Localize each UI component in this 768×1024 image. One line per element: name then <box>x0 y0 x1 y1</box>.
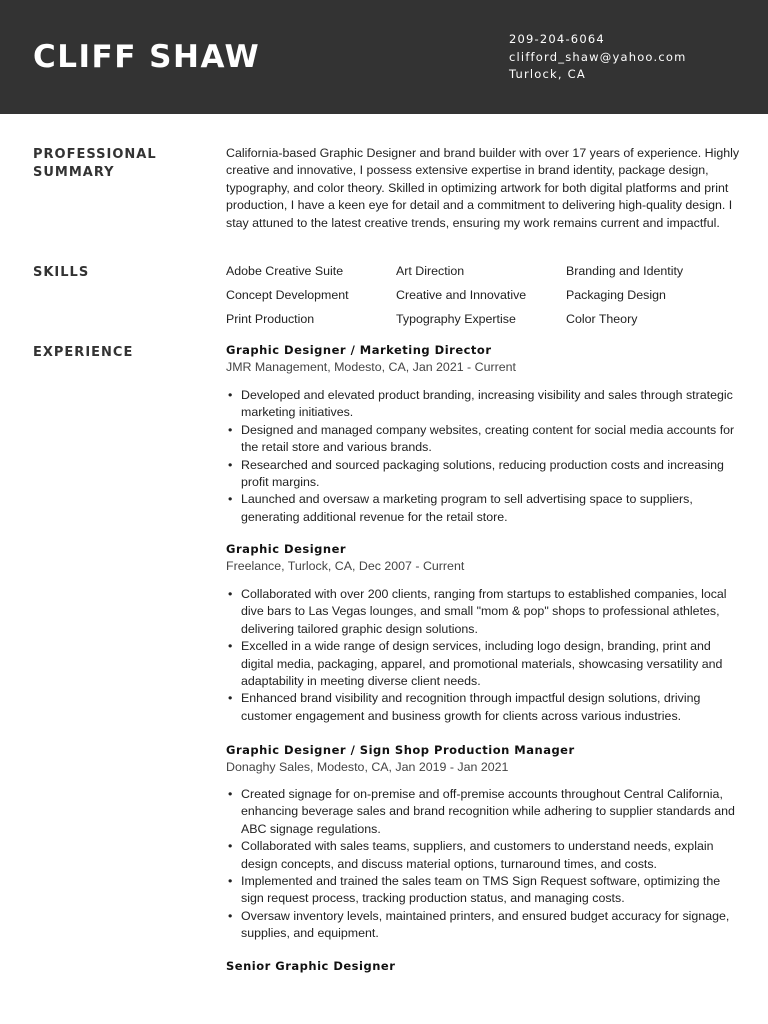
section-title-skills: SKILLS <box>33 265 90 280</box>
phone-number: 209-204-6064 <box>509 32 605 46</box>
candidate-name: CLIFF SHAW <box>33 39 261 75</box>
section-title-summary-line1: PROFESSIONAL <box>33 147 157 162</box>
job-title: Graphic Designer <box>226 542 347 556</box>
bullet-item: • Researched and sourced packaging solutions, reducing production costs and increasing profit margins. <box>226 457 746 492</box>
bullet-item: • Excelled in a wide range of design services, including logo design, branding, print and digital media, packaging, apparel, and promotional materials, showcasing versatility and adaptability in meeting diverse client needs. <box>226 638 746 690</box>
skill-item: Creative and Innovative <box>396 288 527 302</box>
location: Turlock, CA <box>509 67 586 81</box>
skill-item: Print Production <box>226 312 315 326</box>
bullet-item: • Enhanced brand visibility and recognition through impactful design solutions, driving customer engagement and business growth for clients across various industries. <box>226 690 746 725</box>
skill-item: Color Theory <box>566 312 638 326</box>
section-title-summary-line2: SUMMARY <box>33 165 115 180</box>
professional-summary: California-based Graphic Designer and brand builder with over 17 years of experience. Highly creative and innovative, I possess extensive expertise in brand identity, package design, typography, and color theory. Skilled in optimizing artwork for both digital platforms and print production, I have a keen eye for detail and a commitment to delivering high-quality design. I stay attuned to the latest creative trends, ensuring my work remains current and impactful. <box>226 146 740 230</box>
job-bullets <box>226 387 746 526</box>
experience-entry <box>226 541 746 725</box>
skill-item: Packaging Design <box>566 288 666 302</box>
section-title-summary <box>33 146 157 182</box>
resume-header <box>0 0 768 114</box>
bullet-item: • Oversaw inventory levels, maintained printers, and ensured budget accuracy for signage, supplies, and equipment. <box>226 908 746 943</box>
bullet-item: • Collaborated with sales teams, suppliers, and customers to understand needs, explain design concepts, and discuss material options, turnaround times, and costs. <box>226 838 746 873</box>
job-meta: JMR Management, Modesto, CA, Jan 2021 - Current <box>226 360 516 374</box>
job-meta: Freelance, Turlock, CA, Dec 2007 - Current <box>226 559 465 573</box>
skills-grid <box>226 262 746 328</box>
bullet-item: • Launched and oversaw a marketing program to sell advertising space to suppliers, generating additional revenue for the retail store. <box>226 491 746 526</box>
experience-entry <box>226 958 746 975</box>
job-bullets <box>226 586 746 725</box>
experience-entry <box>226 742 746 943</box>
email-address: clifford_shaw@yahoo.com <box>509 49 687 64</box>
contact-block <box>509 31 686 84</box>
job-title: Graphic Designer / Sign Shop Production Manager <box>226 743 575 757</box>
skill-item: Branding and Identity <box>566 264 684 278</box>
skill-item: Art Direction <box>396 264 465 278</box>
job-bullets <box>226 786 746 943</box>
skill-item: Adobe Creative Suite <box>226 264 344 278</box>
bullet-item: • Collaborated with over 200 clients, ranging from startups to established companies, local dive bars to Las Vegas lounges, and small "mom & pop" shops to professional athletes, delivering tailored graphic design solutions. <box>226 586 746 638</box>
job-meta: Donaghy Sales, Modesto, CA, Jan 2019 - Jan 2021 <box>226 760 509 774</box>
section-title-experience: EXPERIENCE <box>33 345 134 360</box>
bullet-item: • Designed and managed company websites, creating content for social media accounts for the retail store and various brands. <box>226 422 746 457</box>
bullet-item: • Created signage for on-premise and off-premise accounts throughout Central California, enhancing beverage sales and brand recognition while adhering to supplier standards and ABC signage regulations. <box>226 786 746 838</box>
bullet-item: • Developed and elevated product branding, increasing visibility and sales through strategic marketing initiatives. <box>226 387 746 422</box>
skill-item: Typography Expertise <box>396 312 516 326</box>
job-title: Graphic Designer / Marketing Director <box>226 343 492 357</box>
skill-item: Concept Development <box>226 288 349 302</box>
experience-entry <box>226 342 746 526</box>
job-title: Senior Graphic Designer <box>226 959 396 973</box>
bullet-item: • Implemented and trained the sales team on TMS Sign Request software, optimizing the sign request process, tracking production status, and managing costs. <box>226 873 746 908</box>
